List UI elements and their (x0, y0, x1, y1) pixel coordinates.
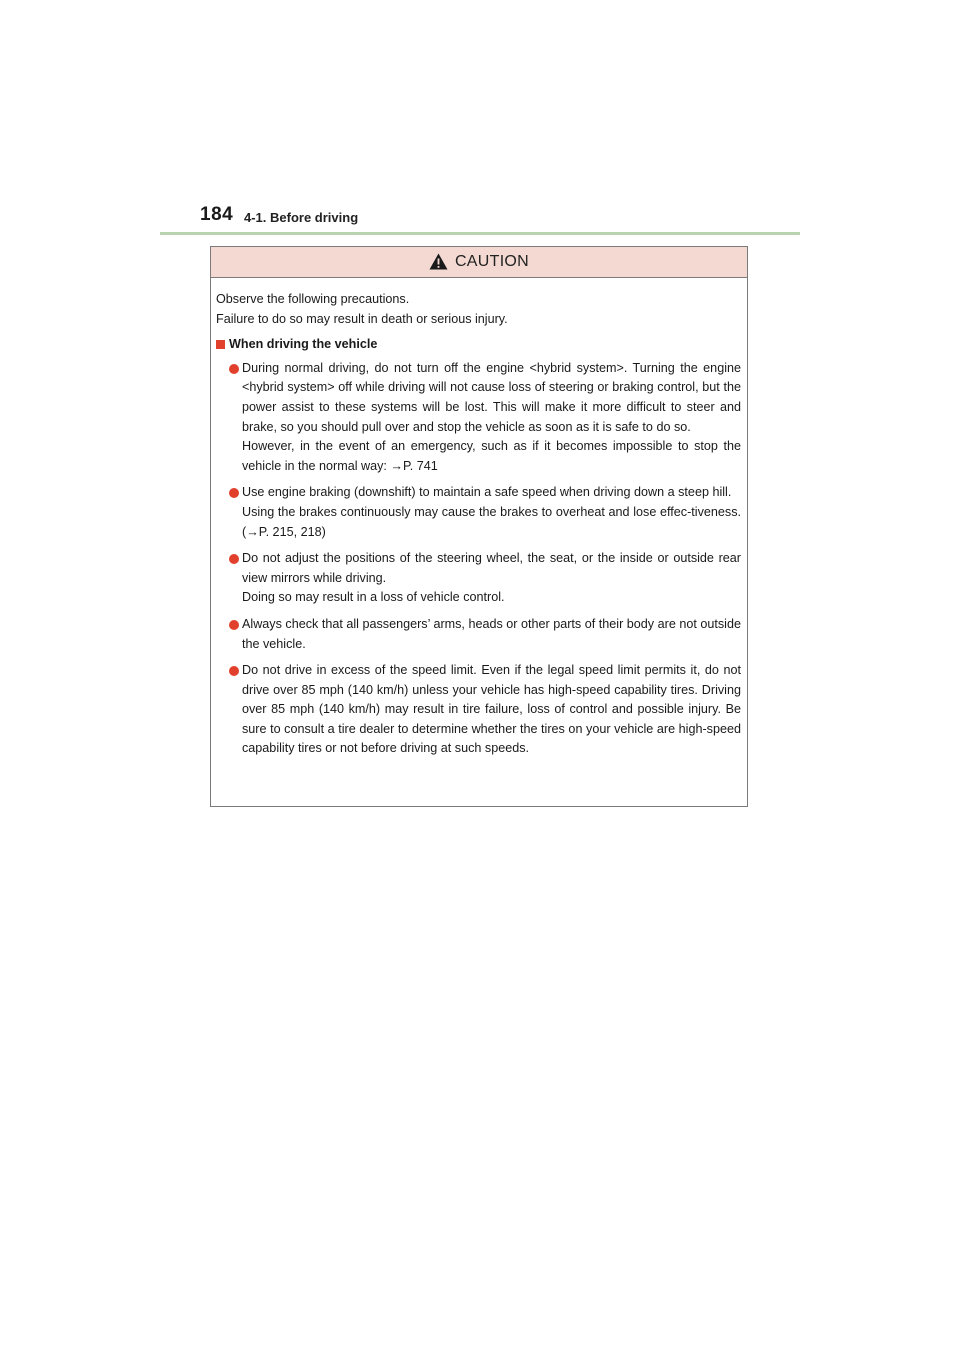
warning-triangle-icon (429, 253, 448, 270)
bullet-dot-icon (229, 666, 239, 676)
intro-line: Failure to do so may result in death or serious injury. (216, 311, 508, 326)
list-item (229, 549, 741, 608)
subheading (216, 335, 741, 355)
list-item-text: Use engine braking (downshift) to maintain a safe speed when driving down a steep hill. Using the brakes continuously may cause the brakes to overheat and lose effec-tiveness. (→P. 215, 218) (242, 485, 741, 539)
caution-box (210, 246, 748, 807)
bullet-dot-icon (229, 488, 239, 498)
caution-body (211, 278, 747, 759)
page-number: 184 (200, 204, 234, 225)
section-title: 4-1. Before driving (244, 210, 359, 225)
bullet-dot-icon (229, 364, 239, 374)
header-divider (160, 232, 800, 235)
list-item (229, 615, 741, 654)
square-bullet-icon (216, 340, 225, 349)
bullet-dot-icon (229, 620, 239, 630)
list-item (229, 483, 741, 542)
bullet-dot-icon (229, 554, 239, 564)
precaution-list (216, 359, 741, 759)
list-item (229, 359, 741, 477)
list-item-text: Do not adjust the positions of the steering wheel, the seat, or the inside or outside rear view mirrors while driving. Doing so may result in a loss of vehicle control. (242, 551, 741, 605)
caution-label: CAUTION (454, 253, 530, 270)
list-item-text: Do not drive in excess of the speed limit. Even if the legal speed limit permits it, do not drive over 85 mph (140 km/h) unless your vehicle has high-speed capability tires. Driving over 85 mph (140 km/h) may result in tire failure, loss of control and possible injury. Be sure to consult a tire dealer to determine whether the tires on your vehicle are high-speed capability tires or not before driving at such speeds. (242, 663, 741, 756)
list-item-text: During normal driving, do not turn off the engine <hybrid system>. Turning the engine <hybrid system> off while driving will not cause loss of steering or braking control, but the power assist to these systems will be lost. This will make it more difficult to steer and brake, so you should pull over and stop the vehicle as soon as it is safe to do so. However, in the event of an emergency, such as if it becomes impossible to stop the vehicle in the normal way: →P. 741 (242, 360, 741, 473)
intro-line: Observe the following precautions. (216, 292, 410, 306)
caution-header (211, 247, 747, 278)
list-item (229, 661, 741, 759)
subheading-text: When driving the vehicle (229, 337, 378, 352)
page-header (160, 200, 800, 234)
list-item-text: Always check that all passengers’ arms, heads or other parts of their body are not outside the vehicle. (242, 616, 741, 651)
